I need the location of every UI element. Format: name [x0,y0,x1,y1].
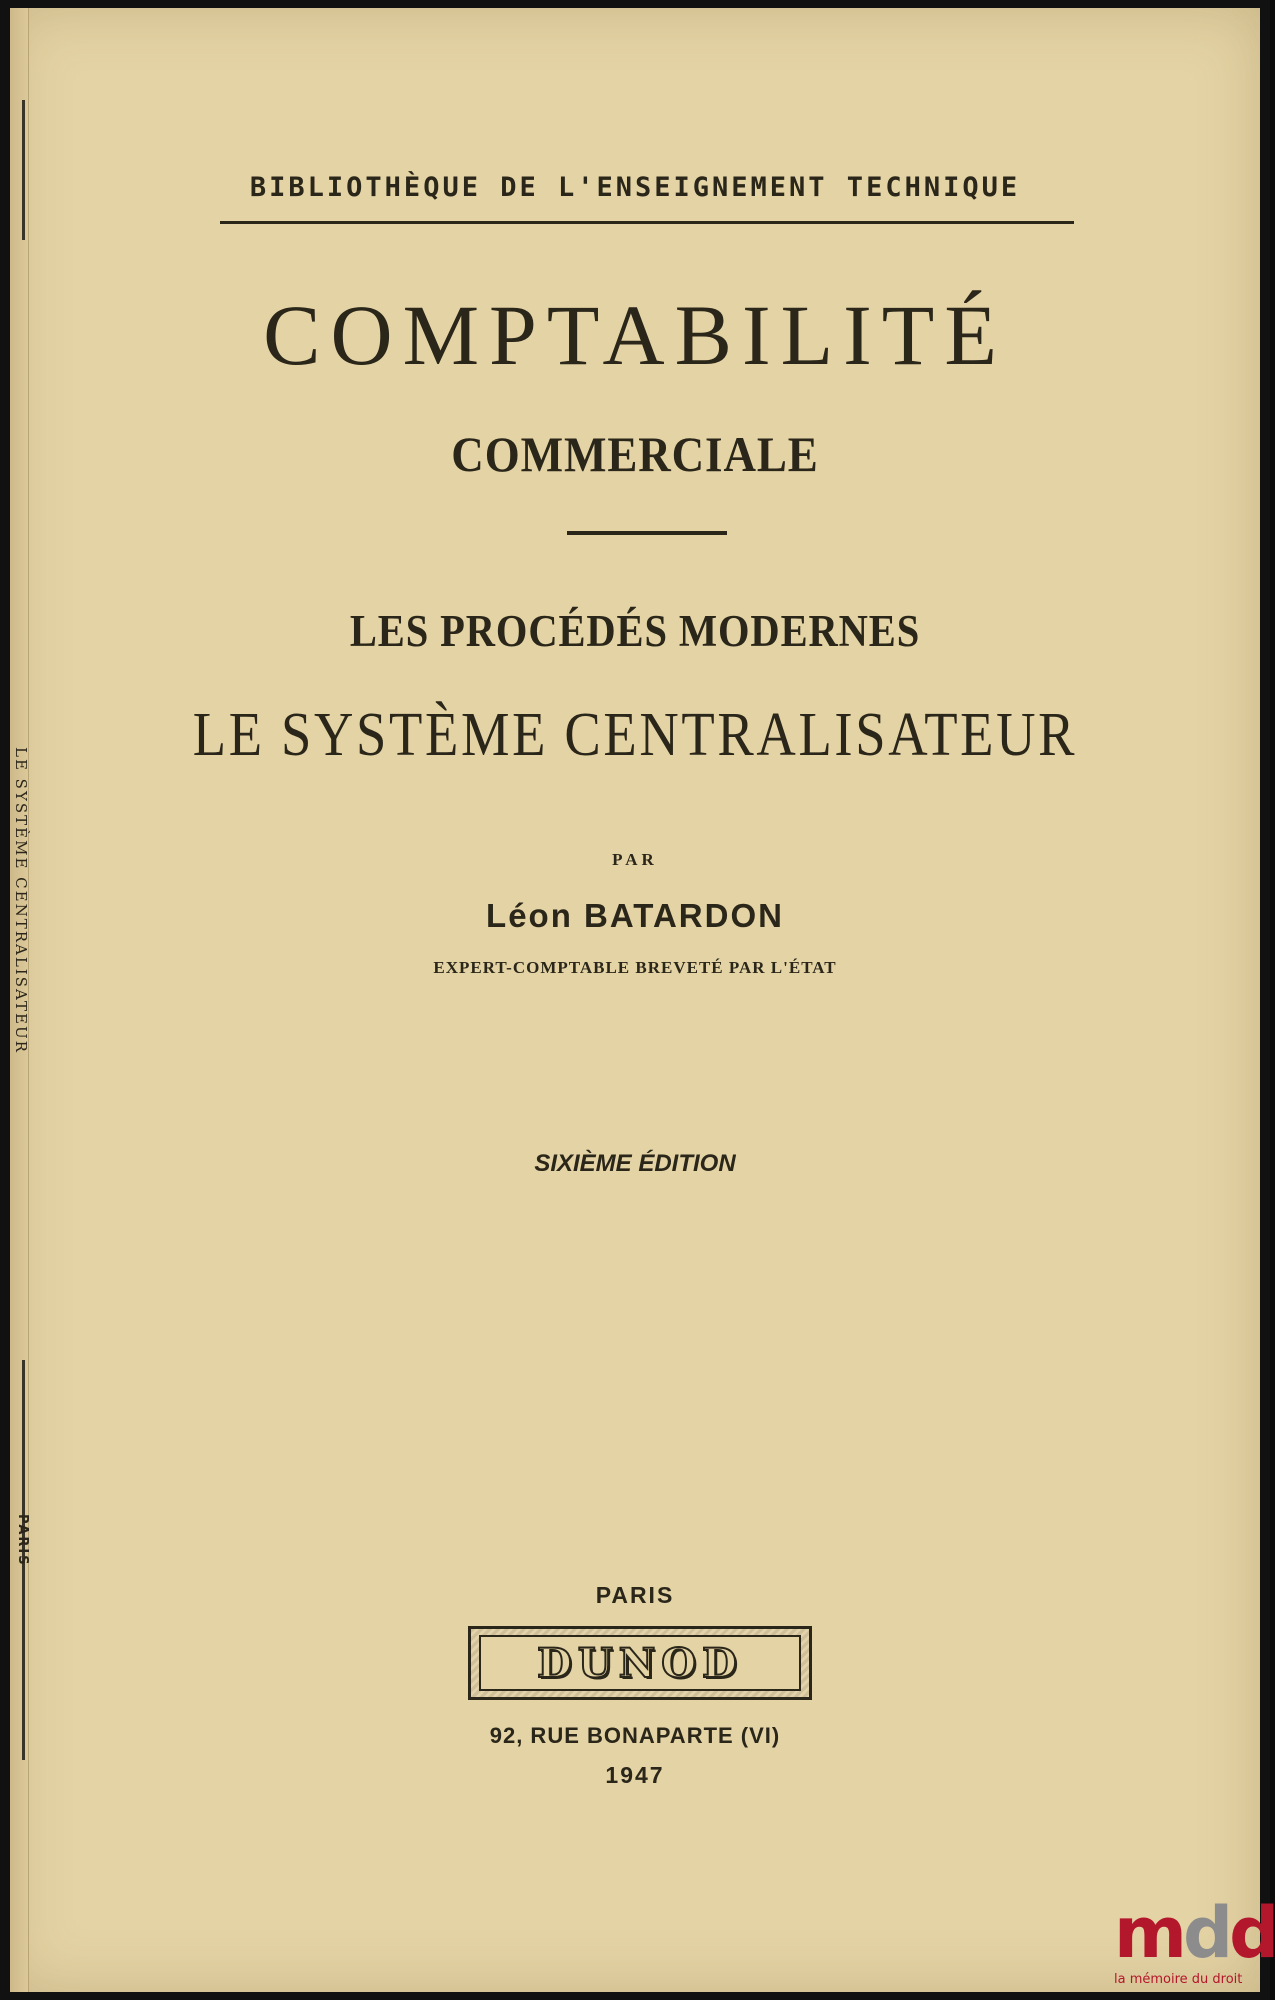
topic-line-2: LE SYSTÈME CENTRALISATEUR [192,701,1078,769]
publisher-logo [468,1626,812,1700]
spine-city: PARIS [15,1513,30,1567]
book-subtitle: COMMERCIALE [451,426,819,482]
title-divider [567,531,727,535]
publisher-logo-inner [479,1635,801,1691]
by-label: PAR [612,850,658,869]
logo-letter-m: m [1114,1892,1183,1974]
author-name: Léon BATARDON [486,897,784,934]
publication-year: 1947 [605,1762,665,1788]
publisher-address: 92, RUE BONAPARTE (VI) [489,1723,781,1748]
spine-rule [22,100,25,240]
publisher-city: PARIS [595,1582,675,1608]
logo-letter-d2: d [1229,1892,1275,1974]
series-rule [220,221,1074,224]
mdd-logo-caption: la mémoire du droit [1114,1972,1243,1987]
spine-title: LE SYSTÈME CENTRALISATEUR [12,746,30,1054]
mdd-watermark-logo [1114,1892,1275,1993]
mdd-logo-letters [1114,1892,1275,1974]
logo-letter-d1: d [1182,1892,1230,1974]
author-title: EXPERT-COMPTABLE BREVETÉ PAR L'ÉTAT [433,958,837,977]
publisher-name: DUNOD [537,1639,743,1687]
edition-label: SIXIÈME ÉDITION [534,1150,736,1177]
series-title: BIBLIOTHÈQUE DE L'ENSEIGNEMENT TECHNIQUE [249,172,1021,203]
topic-line-1: LES PROCÉDÉS MODERNES [349,606,921,656]
book-title: COMPTABILITÉ [263,287,1007,383]
